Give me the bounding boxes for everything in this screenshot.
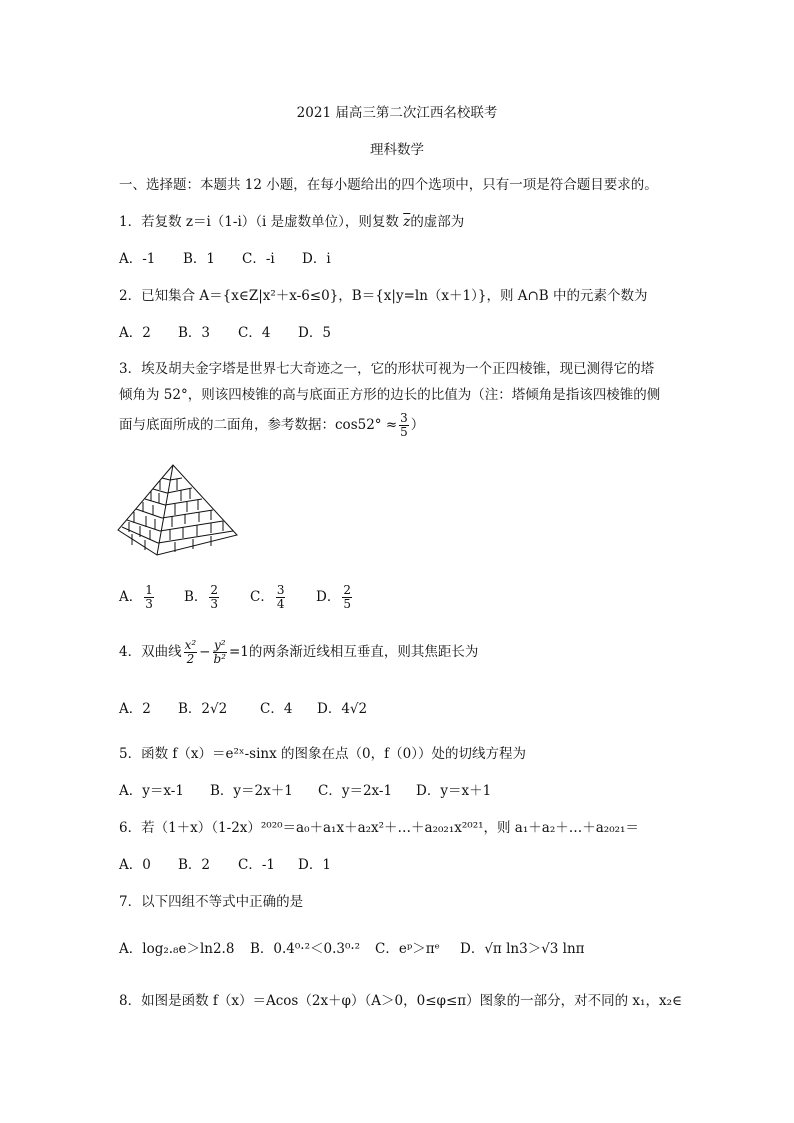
q4-option-d: D．4√2 (317, 701, 368, 717)
q3-option-d (316, 582, 354, 612)
q3-option-d-num: 2 (343, 583, 351, 597)
q3-option-b (184, 582, 221, 612)
q5-option-d: D．y＝x＋1 (416, 783, 492, 799)
q3-option-a-label: A． (119, 589, 143, 605)
q1-option-b: B．1 (183, 251, 216, 267)
q6-option-c: C．-1 (238, 857, 275, 873)
q3-option-c-den: 4 (276, 597, 285, 611)
q3-option-c-num: 3 (276, 583, 285, 597)
q3-option-c-fraction (276, 584, 286, 611)
q3-option-a-den: 3 (145, 597, 153, 611)
q3-option-a-num: 1 (145, 583, 153, 597)
q5-option-c: C．y＝2x-1 (318, 783, 393, 799)
q3-option-b-den: 3 (210, 597, 219, 611)
q4-prefix: 4．双曲线 (119, 644, 182, 660)
q1-stem (119, 213, 464, 231)
q7-stem: 7．以下四组不等式中正确的是 (119, 894, 304, 910)
q4-fx-den: 2 (186, 652, 195, 666)
exam-title: 2021 届高三第二次江西名校联考 (296, 105, 498, 121)
q2-option-a: A．2 (119, 325, 151, 341)
q1-stem-a: 1．若复数 z＝i（1-i）（i 是虚数单位），则复数 (119, 214, 404, 230)
q3-option-b-num: 2 (210, 583, 219, 597)
q3-option-b-label: B． (184, 589, 208, 605)
q4-stem (119, 637, 478, 667)
q1-conjugate-z: $\overline{z}$ (403, 214, 411, 230)
q4-suffix: 的两条渐近线相互垂直，则其焦距长为 (248, 644, 479, 660)
q6-stem: 6．若（1＋x）（1-2x）²⁰²⁰＝a₀＋a₁x＋a₂x²＋…＋a₂₀₂₁x²⁰²¹，则 a₁＋a₂＋…＋a₂₀₂₁＝ (119, 820, 639, 836)
q3-option-d-den: 5 (343, 597, 351, 611)
q3-option-d-label: D． (316, 589, 341, 605)
q6-option-b: B．2 (178, 857, 211, 873)
q3-line1: 3．埃及胡夫金字塔是世界七大奇迹之一，它的形状可视为一个正四棱锥，现已测得它的塔 (119, 361, 655, 377)
q3-option-b-fraction (209, 584, 219, 611)
q6-option-a: A．0 (119, 857, 151, 873)
q3-reference-fraction (399, 412, 409, 439)
q3-option-d-fraction (342, 584, 352, 611)
exam-subject: 理科数学 (370, 142, 424, 158)
q4-minus: − (199, 644, 211, 660)
q3-ref-num: 3 (400, 411, 408, 425)
q2-option-b: B．3 (178, 325, 211, 341)
q7-option-b: B．0.4⁰·²＜0.3⁰·² (250, 941, 361, 957)
q1-option-d: D．i (302, 251, 331, 267)
q3-line3 (119, 410, 424, 440)
q7-option-c: C．eᵖ＞πᵉ (375, 941, 440, 957)
section-heading: 一、选择题：本题共 12 小题，在每小题给出的四个选项中，只有一项是符合题目要求的。 (119, 177, 658, 193)
q3-line3-a: 面与底面所成的二面角，参考数据：cos52° ≈ (119, 417, 398, 433)
q3-line3-b: ） (410, 417, 425, 433)
q1-option-c: C．-i (242, 251, 275, 267)
q3-line2: 倾角为 52°，则该四棱锥的高与底面正方形的边长的比值为（注：塔倾角是指该四棱锥的侧 (119, 387, 661, 403)
q4-option-c: C．4 (260, 701, 293, 717)
q7-option-d: D．√π ln3＞√3 lnπ (460, 941, 585, 957)
q5-option-a: A．y＝x-1 (119, 783, 184, 799)
q8-stem: 8．如图是函数 f（x）＝Acos（2x＋φ）（A＞0，0≤φ≤π）图象的一部分，对不同的 x₁，x₂∈ (119, 993, 682, 1009)
q4-fy-den: b² (213, 652, 226, 666)
q3-option-a-fraction (144, 584, 154, 611)
q4-eq: =1 (228, 644, 249, 660)
q3-option-c (250, 582, 287, 612)
q4-fy-num: y² (213, 638, 226, 652)
q3-option-a (119, 582, 156, 612)
q4-option-b: B．2√2 (178, 701, 228, 717)
q2-stem: 2．已知集合 A＝{x∈Z|x²＋x-6≤0}，B＝{x|y=ln（x＋1）}，则 A∩B 中的元素个数为 (119, 288, 648, 304)
q7-option-a: A．log₂.₈e＞ln2.8 (119, 941, 235, 957)
q2-option-d: D．5 (298, 325, 331, 341)
q1-option-a: A．-1 (119, 251, 156, 267)
q5-stem: 5．函数 f（x）＝e²ˣ-sinx 的图象在点（0，f（0））处的切线方程为 (119, 746, 526, 762)
q6-option-d: D．1 (298, 857, 331, 873)
q2-option-c: C．4 (238, 325, 271, 341)
q4-fraction-x (184, 639, 198, 666)
q5-option-b: B．y＝2x＋1 (210, 783, 293, 799)
q3-ref-den: 5 (400, 425, 408, 439)
q1-stem-b: 的虚部为 (410, 214, 465, 230)
q4-fraction-y (212, 639, 227, 666)
pyramid-figure (115, 460, 240, 560)
q4-option-a: A．2 (119, 701, 151, 717)
q3-option-c-label: C． (250, 589, 274, 605)
q4-fx-num: x² (184, 638, 197, 652)
